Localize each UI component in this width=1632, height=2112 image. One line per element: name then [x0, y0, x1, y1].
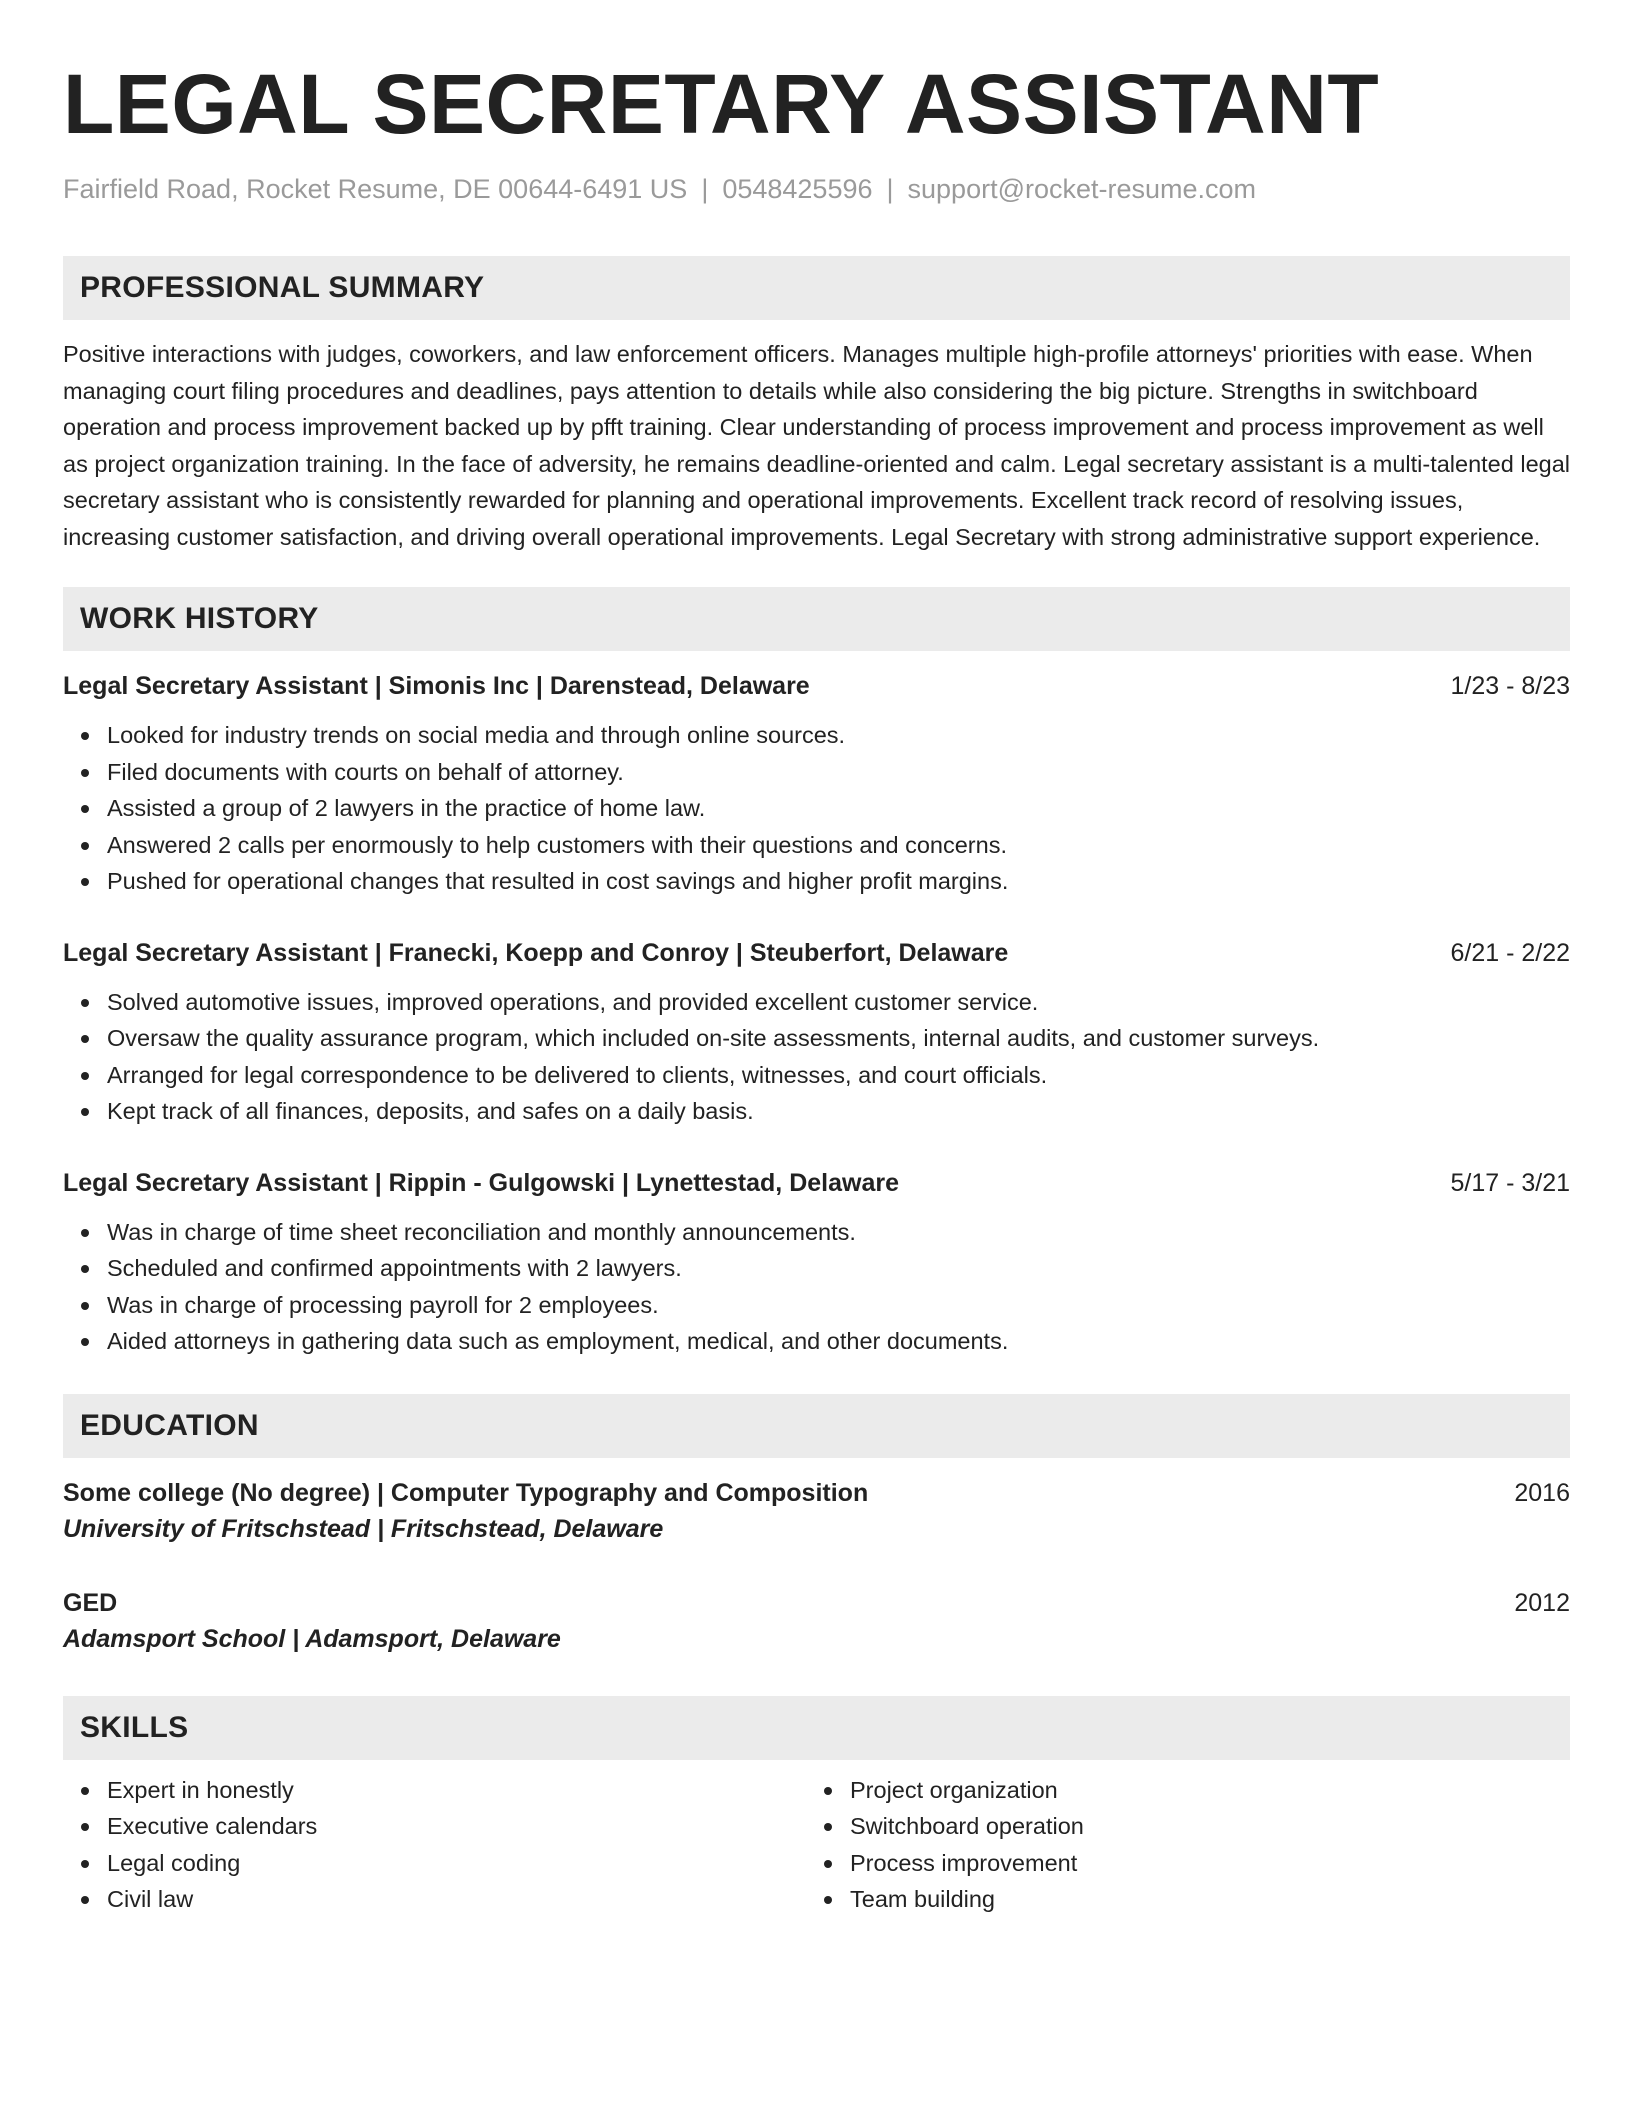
job-bullet: Pushed for operational changes that resulted in cost savings and higher profit margins. — [63, 863, 1570, 900]
education-school: University of Fritschstead | Fritschstead, Delaware — [63, 1514, 664, 1543]
skills-column-right — [806, 1772, 1549, 1918]
job-bullet: Scheduled and confirmed appointments with 2 lawyers. — [63, 1250, 1570, 1287]
section-header-skills: SKILLS — [63, 1696, 1570, 1760]
job-entry — [63, 669, 1570, 900]
section-header-education: EDUCATION — [63, 1394, 1570, 1458]
section-header-work-history: WORK HISTORY — [63, 587, 1570, 651]
resume-name: LEGAL SECRETARY ASSISTANT — [63, 57, 1380, 151]
job-bullets — [63, 1214, 1570, 1360]
contact-email: support@rocket-resume.com — [907, 174, 1257, 204]
job-bullet: Arranged for legal correspondence to be delivered to clients, witnesses, and court officials. — [63, 1057, 1570, 1094]
skill-item: Executive calendars — [63, 1808, 806, 1845]
job-entry — [63, 936, 1570, 1130]
job-dates: 1/23 - 8/23 — [1450, 672, 1570, 700]
job-bullet: Was in charge of processing payroll for 2 employees. — [63, 1287, 1570, 1324]
education-year: 2012 — [1514, 1588, 1570, 1617]
skill-item: Switchboard operation — [806, 1808, 1549, 1845]
education-school: Adamsport School | Adamsport, Delaware — [63, 1624, 561, 1653]
summary-text: Positive interactions with judges, coworkers, and law enforcement officers. Manages multiple high-profile attorneys' priorities with ease. When managing court filing procedures and deadlines, pays attention to details while also considering the big picture. Strengths in switchboard operation and process improvement backed up by pfft training. Clear understanding of process improvement and process improvement as well as project organization training. In the face of adversity, he remains deadline-oriented and calm. Legal secretary assistant is a multi-talented legal secretary assistant who is consistently rewarded for planning and operational improvements. Excellent track record of resolving issues, increasing customer satisfaction, and driving overall operational improvements. Legal Secretary with strong administrative support experience. — [63, 341, 1570, 550]
job-bullet: Answered 2 calls per enormously to help customers with their questions and concerns. — [63, 827, 1570, 864]
contact-phone: 0548425596 — [722, 174, 873, 204]
job-bullet: Assisted a group of 2 lawyers in the practice of home law. — [63, 790, 1570, 827]
education-degree: Some college (No degree) | Computer Typography and Composition — [63, 1478, 869, 1507]
job-bullet: Oversaw the quality assurance program, which included on-site assessments, internal audits, and customer surveys. — [63, 1020, 1570, 1057]
skill-item: Project organization — [806, 1772, 1549, 1809]
job-heading: Legal Secretary Assistant | Rippin - Gulgowski | Lynettestad, Delaware — [63, 1168, 899, 1197]
education-entry — [63, 1476, 1570, 1548]
education-entry — [63, 1586, 1570, 1658]
job-bullet: Solved automotive issues, improved operations, and provided excellent customer service. — [63, 984, 1570, 1021]
skill-item: Team building — [806, 1881, 1549, 1918]
job-bullet: Aided attorneys in gathering data such as employment, medical, and other documents. — [63, 1323, 1570, 1360]
skill-item: Process improvement — [806, 1845, 1549, 1882]
job-bullet: Kept track of all finances, deposits, and safes on a daily basis. — [63, 1093, 1570, 1130]
contact-address: Fairfield Road, Rocket Resume, DE 00644-6491 US — [63, 174, 688, 204]
skill-item: Legal coding — [63, 1845, 806, 1882]
job-bullet: Filed documents with courts on behalf of attorney. — [63, 754, 1570, 791]
section-header-summary: PROFESSIONAL SUMMARY — [63, 256, 1570, 320]
resume-page — [63, 58, 1570, 1918]
job-heading: Legal Secretary Assistant | Simonis Inc | Darenstead, Delaware — [63, 672, 810, 700]
contact-line — [63, 172, 1570, 206]
job-bullet: Was in charge of time sheet reconciliation and monthly announcements. — [63, 1214, 1570, 1251]
skill-item: Civil law — [63, 1881, 806, 1918]
contact-separator: | — [886, 174, 894, 204]
job-bullets — [63, 984, 1570, 1130]
education-year: 2016 — [1514, 1478, 1570, 1507]
job-bullets — [63, 717, 1570, 900]
skill-item: Expert in honestly — [63, 1772, 806, 1809]
skills-list — [63, 1772, 1570, 1918]
skills-column-left — [63, 1772, 806, 1918]
job-heading: Legal Secretary Assistant | Franecki, Koepp and Conroy | Steuberfort, Delaware — [63, 938, 1009, 967]
job-dates: 6/21 - 2/22 — [1450, 938, 1570, 967]
job-dates: 5/17 - 3/21 — [1450, 1168, 1570, 1197]
job-entry — [63, 1166, 1570, 1360]
education-degree: GED — [63, 1588, 118, 1617]
job-bullet: Looked for industry trends on social media and through online sources. — [63, 717, 1570, 754]
contact-separator: | — [701, 174, 709, 204]
